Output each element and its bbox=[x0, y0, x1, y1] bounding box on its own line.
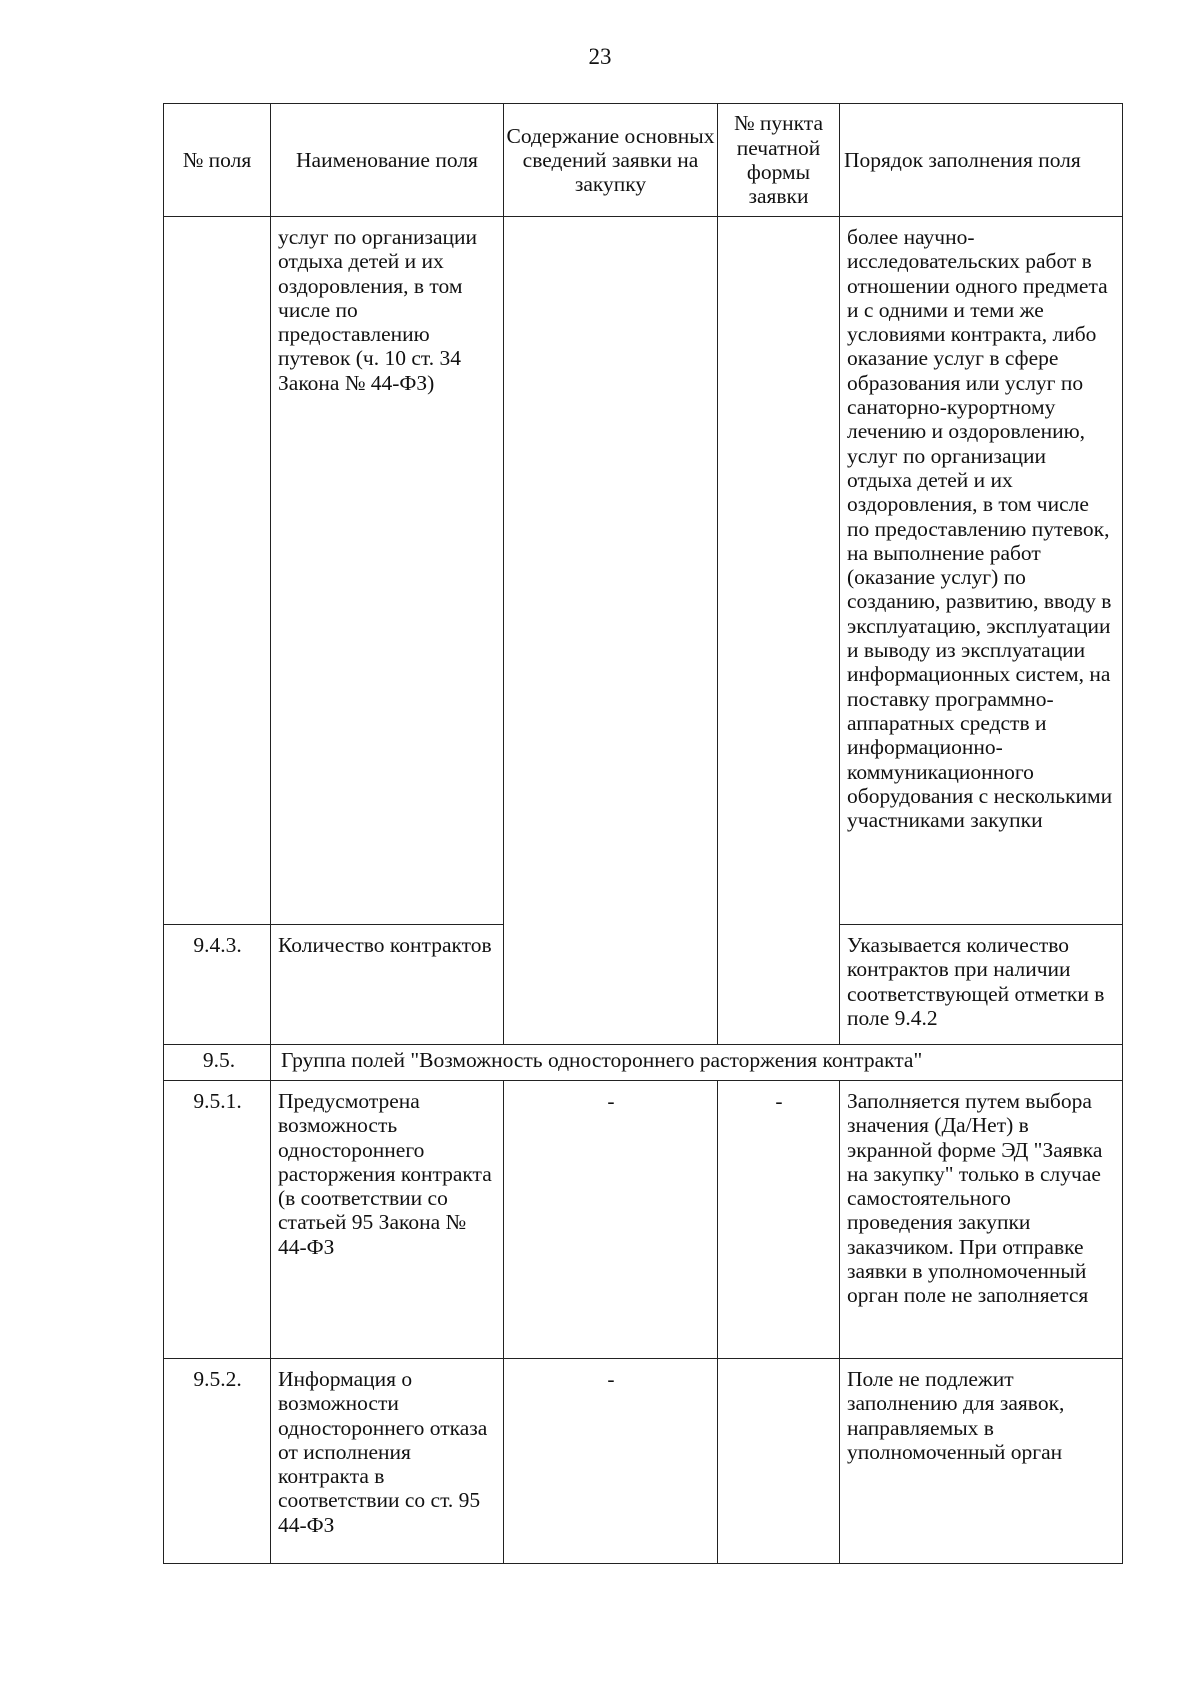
field-name: услуг по организации отдыха детей и их оздоровления, в том числе по предоставлению путевок (ч. 10 ст. 34 Закона № 44-ФЗ) bbox=[271, 217, 504, 925]
field-number: 9.4.3. bbox=[164, 925, 271, 1045]
table-row bbox=[164, 217, 1123, 925]
fields-table bbox=[163, 103, 1123, 1564]
header-field-name: Наименование поля bbox=[271, 104, 504, 217]
table-group-row bbox=[164, 1045, 1123, 1081]
field-basic-info: - bbox=[504, 1081, 718, 1359]
table-header-row bbox=[164, 104, 1123, 217]
field-fill-procedure: Заполняется путем выбора значения (Да/Нет) в экранной форме ЭД "Заявка на закупку" только в случае самостоятельного проведения закупки заказчиком. При отправке заявки в уполномоченный орган поле не заполняется bbox=[840, 1081, 1123, 1359]
field-name: Предусмотрена возможность одностороннего расторжения контракта (в соответствии со статьей 95 Закона № 44-ФЗ bbox=[271, 1081, 504, 1359]
table-row bbox=[164, 1359, 1123, 1564]
header-fill-procedure: Порядок заполнения поля bbox=[840, 104, 1123, 217]
field-fill-procedure: Указывается количество контрактов при наличии соответствующей отметки в поле 9.4.2 bbox=[840, 925, 1123, 1045]
field-number bbox=[164, 217, 271, 925]
field-print-form-item bbox=[718, 217, 840, 1045]
field-number: 9.5.1. bbox=[164, 1081, 271, 1359]
field-print-form-item: - bbox=[718, 1081, 840, 1359]
field-name: Информация о возможности одностороннего отказа от исполнения контракта в соответствии со ст. 95 44-ФЗ bbox=[271, 1359, 504, 1564]
field-basic-info bbox=[504, 217, 718, 1045]
page-number: 23 bbox=[588, 44, 612, 69]
table-row bbox=[164, 1081, 1123, 1359]
field-print-form-item bbox=[718, 1359, 840, 1564]
field-name: Количество контрактов bbox=[271, 925, 504, 1045]
field-basic-info: - bbox=[504, 1359, 718, 1564]
header-field-number: № поля bbox=[164, 104, 271, 217]
field-fill-procedure: более научно-исследовательских работ в отношении одного предмета и с одними и теми же условиями контракта, либо оказание услуг в сфере образования или услуг по санаторно-курортному лечению и оздоровлению, услуг по организации отдыха детей и их оздоровления, в том числе по предоставлению путевок, на выполнение работ (оказание услуг) по созданию, развитию, вводу в эксплуатацию, эксплуатации и выводу из эксплуатации информационных систем, на поставку программно-аппаратных средств и информационно-коммуникационного оборудования с несколькими участниками закупки bbox=[840, 217, 1123, 925]
group-title: Группа полей "Возможность одностороннего расторжения контракта" bbox=[271, 1045, 1123, 1081]
header-basic-info: Содержание основных сведений заявки на закупку bbox=[504, 104, 718, 217]
header-print-form-item: № пункта печатной формы заявки bbox=[718, 104, 840, 217]
field-number: 9.5. bbox=[164, 1045, 271, 1081]
field-number: 9.5.2. bbox=[164, 1359, 271, 1564]
field-fill-procedure: Поле не подлежит заполнению для заявок, направляемых в уполномоченный орган bbox=[840, 1359, 1123, 1564]
